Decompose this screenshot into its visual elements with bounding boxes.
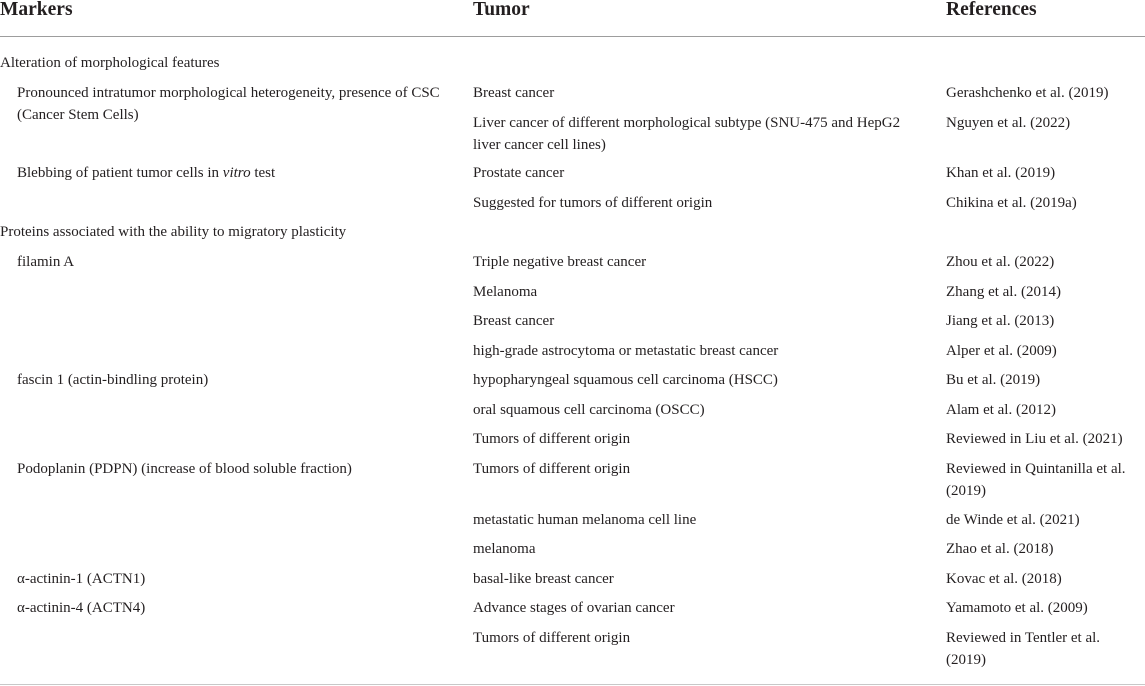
- marker-cell: α-actinin-4 (ACTN4): [17, 600, 146, 616]
- tumor-cell: high-grade astrocytoma or metastatic breast cancer: [473, 343, 779, 359]
- marker-cell: Podoplanin (PDPN) (increase of blood soluble fraction): [17, 461, 352, 477]
- reference-cell: Kovac et al. (2018): [946, 571, 1062, 587]
- tumor-cell: Tumors of different origin: [473, 461, 631, 477]
- tumor-cell: melanoma: [473, 541, 536, 557]
- tumor-cell: oral squamous cell carcinoma (OSCC): [473, 402, 705, 418]
- marker-cell: [17, 163, 462, 185]
- tumor-cell: Melanoma: [473, 284, 538, 300]
- marker-cell: fascin 1 (actin-bindling protein): [17, 372, 209, 388]
- reference-cell: Zhou et al. (2022): [946, 254, 1055, 270]
- reference-cell: Zhang et al. (2014): [946, 284, 1061, 300]
- tumor-cell: Advance stages of ovarian cancer: [473, 600, 675, 616]
- marker-text: Blebbing of patient tumor cells in: [17, 165, 223, 181]
- tumor-cell: Tumors of different origin: [473, 431, 631, 447]
- section-heading: Proteins associated with the ability to migratory plasticity: [0, 224, 347, 240]
- bottom-rule: [0, 684, 1145, 685]
- reference-cell: Nguyen et al. (2022): [946, 115, 1071, 131]
- reference-cell: Khan et al. (2019): [946, 165, 1056, 181]
- table-header: [0, 0, 1145, 37]
- reference-cell: Jiang et al. (2013): [946, 313, 1055, 329]
- reference-cell: Gerashchenko et al. (2019): [946, 85, 1109, 101]
- reference-cell: de Winde et al. (2021): [946, 512, 1080, 528]
- reference-cell: Yamamoto et al. (2009): [946, 600, 1088, 616]
- tumor-cell: basal-like breast cancer: [473, 571, 614, 587]
- header-rule: [0, 36, 1145, 37]
- reference-cell: Reviewed in Tentler et al. (2019): [946, 630, 1101, 668]
- tumor-cell: metastatic human melanoma cell line: [473, 512, 697, 528]
- reference-cell: Chikina et al. (2019a): [946, 195, 1077, 211]
- tumor-cell: Liver cancer of different morphological subtype (SNU-475 and HepG2 liver cancer cell lines): [473, 115, 901, 153]
- reference-cell: Alam et al. (2012): [946, 402, 1056, 418]
- tumor-cell: Prostate cancer: [473, 165, 565, 181]
- reference-cell: Reviewed in Quintanilla et al. (2019): [946, 461, 1126, 499]
- reference-cell: Alper et al. (2009): [946, 343, 1057, 359]
- tumor-cell: Triple negative breast cancer: [473, 254, 647, 270]
- tumor-cell: Breast cancer: [473, 313, 555, 329]
- marker-cell: filamin A: [17, 254, 75, 270]
- header-references: References: [946, 0, 1037, 20]
- section-heading: Alteration of morphological features: [0, 55, 220, 71]
- tumor-cell: Breast cancer: [473, 85, 555, 101]
- marker-text: test: [250, 165, 276, 181]
- marker-cell: α-actinin-1 (ACTN1): [17, 571, 146, 587]
- tumor-cell: Tumors of different origin: [473, 630, 631, 646]
- header-tumor: Tumor: [473, 0, 530, 20]
- tumor-cell: Suggested for tumors of different origin: [473, 195, 713, 211]
- marker-cell: Pronounced intratumor morphological heterogeneity, presence of CSC (Cancer Stem Cells): [17, 85, 440, 123]
- reference-cell: Zhao et al. (2018): [946, 541, 1054, 557]
- header-markers: Markers: [0, 0, 73, 20]
- marker-italic-text: vitro: [222, 165, 251, 181]
- reference-cell: Reviewed in Liu et al. (2021): [946, 431, 1123, 447]
- reference-cell: Bu et al. (2019): [946, 372, 1041, 388]
- tumor-cell: hypopharyngeal squamous cell carcinoma (HSCC): [473, 372, 778, 388]
